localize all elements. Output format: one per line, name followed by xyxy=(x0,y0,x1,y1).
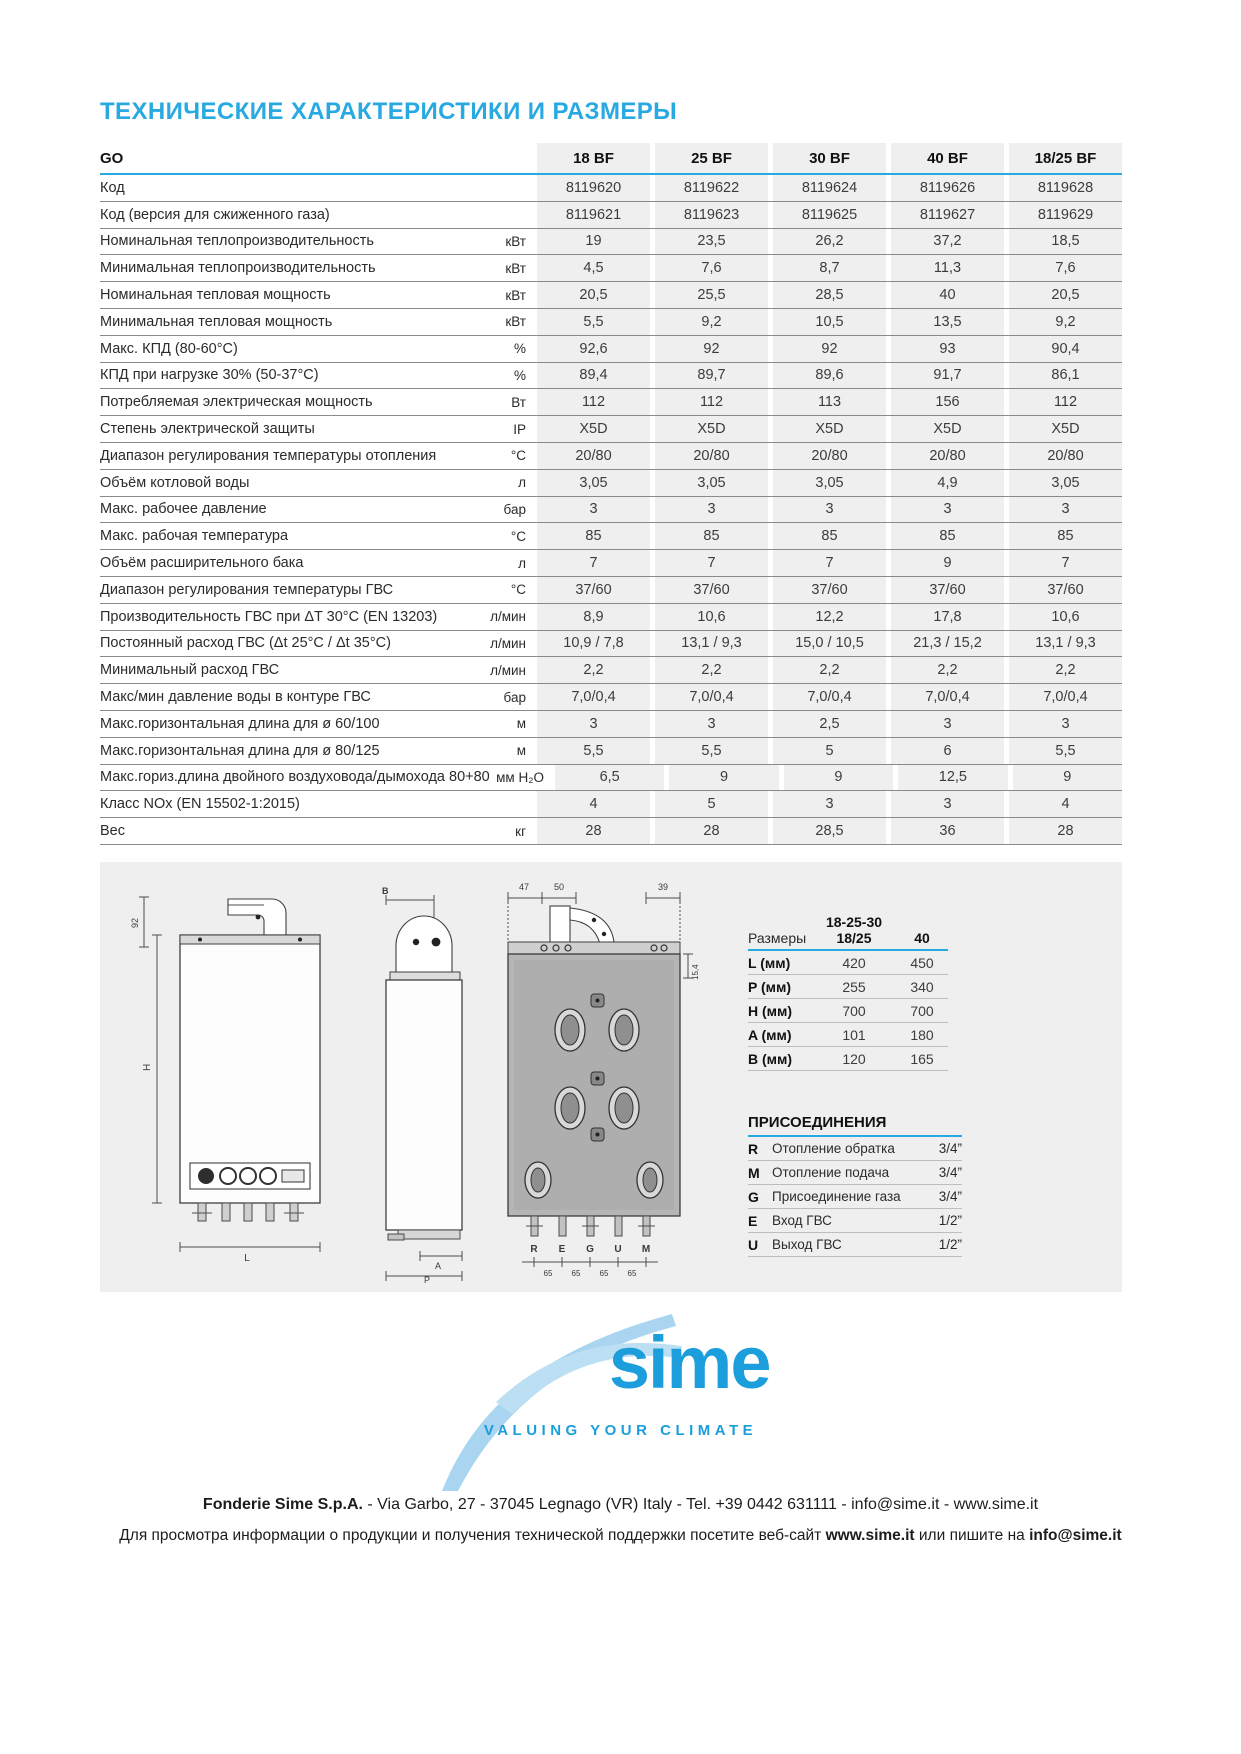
spec-value-cell: 7,6 xyxy=(655,255,768,281)
spec-row-label: Макс.горизонтальная длина для ø 60/100 xyxy=(100,715,380,732)
dimension-value-small-models: 255 xyxy=(842,978,866,995)
spec-value-cell: 8119621 xyxy=(537,202,650,228)
dimensions-table-body xyxy=(748,951,948,1071)
spec-value-cell: 90,4 xyxy=(1009,336,1122,362)
sime-tagline: VALUING YOUR CLIMATE xyxy=(483,1422,758,1439)
spec-row-label: Макс. рабочая температура xyxy=(100,528,289,545)
spec-value-cell: 11,3 xyxy=(891,255,1004,281)
spec-value-cell: 4,9 xyxy=(891,470,1004,496)
spec-row-label: Производительность ГВС при ΔT 30°C (EN 13203) xyxy=(100,608,438,625)
spec-value-cell: 20,5 xyxy=(537,282,650,308)
dimensions-table-row xyxy=(748,999,948,1023)
connections-table-body xyxy=(748,1137,962,1257)
spec-value-cell: 3 xyxy=(891,791,1004,817)
spec-row-label: Минимальная теплопроизводительность xyxy=(100,260,376,277)
spec-column-header: 30 BF xyxy=(773,143,886,173)
spec-value-cell: 4,5 xyxy=(537,255,650,281)
spec-value-cell: 17,8 xyxy=(891,604,1004,630)
spec-value-cell: X5D xyxy=(537,416,650,442)
spec-value-cell: 23,5 xyxy=(655,229,768,255)
spec-value-cell: 6,5 xyxy=(555,765,664,791)
spec-value-cell: 28,5 xyxy=(773,818,886,844)
spec-row-label: Номинальная тепловая мощность xyxy=(100,287,331,304)
spec-value-cell: 40 xyxy=(891,282,1004,308)
spec-table-row xyxy=(100,631,1122,658)
front-dim-L: L xyxy=(244,1253,250,1264)
connections-title: ПРИСОЕДИНЕНИЯ xyxy=(748,1114,962,1137)
boiler-side-view-drawing xyxy=(372,884,484,1284)
spec-value-cell: 85 xyxy=(537,523,650,549)
spec-row-unit: л xyxy=(518,475,526,491)
spec-value-cell: 37,2 xyxy=(891,229,1004,255)
spec-value-cell: 4 xyxy=(1009,791,1122,817)
spec-column-header: 18 BF xyxy=(537,143,650,173)
spec-value-cell: 36 xyxy=(891,818,1004,844)
spec-value-cell: 9,2 xyxy=(655,309,768,335)
drawings-band xyxy=(100,862,1122,1292)
spec-table-row xyxy=(100,791,1122,818)
spec-value-cell: 2,2 xyxy=(1009,657,1122,683)
rear-spacing-65: 65 xyxy=(571,1269,581,1278)
rear-dim-50: 50 xyxy=(553,882,565,892)
spec-row-unit: бар xyxy=(503,501,526,517)
footer-support-line xyxy=(0,1527,1241,1545)
spec-value-cell: 4 xyxy=(537,791,650,817)
spec-value-cell: 13,1 / 9,3 xyxy=(1009,631,1122,657)
spec-value-cell: 10,6 xyxy=(1009,604,1122,630)
spec-value-cell: 5 xyxy=(655,791,768,817)
spec-value-cell: 8119629 xyxy=(1009,202,1122,228)
spec-row-label: Макс. КПД (80-60°C) xyxy=(100,340,238,357)
side-dim-P: P xyxy=(423,1275,431,1284)
spec-value-cell: 7,0/0,4 xyxy=(891,684,1004,710)
rear-port-R: R xyxy=(530,1244,538,1255)
connection-size: 1/2” xyxy=(938,1237,962,1252)
spec-value-cell: 86,1 xyxy=(1009,363,1122,389)
spec-value-cell: 3 xyxy=(655,497,768,523)
spec-value-cell: 8119625 xyxy=(773,202,886,228)
spec-value-cell: 93 xyxy=(891,336,1004,362)
spec-table-row xyxy=(100,550,1122,577)
spec-row-label: Вес xyxy=(100,823,125,840)
spec-value-cell: 112 xyxy=(655,389,768,415)
dimension-value-small-models: 700 xyxy=(842,1002,866,1019)
spec-value-cell: 7,6 xyxy=(1009,255,1122,281)
spec-value-cell: 7,0/0,4 xyxy=(655,684,768,710)
spec-row-label: Код (версия для сжиженного газа) xyxy=(100,206,330,223)
dimension-label: P (мм) xyxy=(748,978,792,995)
spec-table-row xyxy=(100,363,1122,390)
spec-unit-header xyxy=(470,143,532,173)
spec-table-row xyxy=(100,470,1122,497)
spec-value-cell: 20/80 xyxy=(655,443,768,469)
spec-row-label: Минимальный расход ГВС xyxy=(100,662,280,679)
spec-value-cell: 5,5 xyxy=(655,738,768,764)
spec-value-cell: 3,05 xyxy=(537,470,650,496)
spec-value-cell: 13,1 / 9,3 xyxy=(655,631,768,657)
spec-value-cell: 5,5 xyxy=(1009,738,1122,764)
spec-row-unit: °C xyxy=(510,448,526,464)
spec-value-cell: 3 xyxy=(773,497,886,523)
spec-value-cell: 3 xyxy=(891,711,1004,737)
spec-value-cell: 3,05 xyxy=(1009,470,1122,496)
footer-support-text-1: Для просмотра информации о продукции и получения технической поддержки посетите веб-сайт xyxy=(119,1527,826,1544)
dimension-value-40-model: 700 xyxy=(910,1002,934,1019)
spec-row-unit: бар xyxy=(503,689,526,705)
spec-value-cell: 13,5 xyxy=(891,309,1004,335)
spec-table-row xyxy=(100,577,1122,604)
spec-value-cell: 20/80 xyxy=(773,443,886,469)
spec-row-unit: Вт xyxy=(511,394,526,410)
spec-value-cell: 8,7 xyxy=(773,255,886,281)
rear-port-G: G xyxy=(586,1244,594,1255)
side-dim-A: A xyxy=(434,1261,442,1271)
spec-table xyxy=(100,143,1122,845)
spec-value-cell: 37/60 xyxy=(1009,577,1122,603)
spec-row-unit xyxy=(470,791,532,817)
spec-value-cell: 37/60 xyxy=(655,577,768,603)
spec-row-label: Постоянный расход ГВС (Δt 25°C / Δt 35°C) xyxy=(100,635,391,652)
dimensions-table xyxy=(748,914,948,1071)
spec-row-label: Макс.гориз.длина двойного воздуховода/дымохода 80+80 xyxy=(100,769,490,786)
rear-port-U: U xyxy=(614,1244,622,1255)
spec-value-cell: 5 xyxy=(773,738,886,764)
dimension-value-40-model: 450 xyxy=(910,954,934,971)
dimensions-table-header xyxy=(748,914,948,951)
spec-value-cell: 8119623 xyxy=(655,202,768,228)
spec-value-cell: 89,7 xyxy=(655,363,768,389)
spec-value-cell: 20,5 xyxy=(1009,282,1122,308)
dimensions-table-row xyxy=(748,975,948,999)
spec-row-unit: мм H₂O xyxy=(496,769,544,785)
spec-table-row xyxy=(100,202,1122,229)
dimension-label: B (мм) xyxy=(748,1050,793,1067)
spec-value-cell: 91,7 xyxy=(891,363,1004,389)
dimensions-header-col1-line1: 18-25-30 xyxy=(825,914,883,930)
dimensions-header-label: Размеры xyxy=(748,930,807,947)
spec-value-cell: 7,0/0,4 xyxy=(773,684,886,710)
rear-port-M: M xyxy=(641,1244,651,1255)
spec-value-cell: 6 xyxy=(891,738,1004,764)
spec-row-unit: IP xyxy=(513,421,526,437)
rear-port-E: E xyxy=(558,1244,566,1255)
spec-value-cell: 7 xyxy=(537,550,650,576)
spec-value-cell: 9 xyxy=(1013,765,1122,791)
spec-column-header: 25 BF xyxy=(655,143,768,173)
sime-wordmark: sime xyxy=(608,1321,770,1404)
spec-row-unit: м xyxy=(516,716,526,732)
spec-value-cell: 8119626 xyxy=(891,175,1004,201)
dimension-value-40-model: 180 xyxy=(910,1026,934,1043)
spec-value-cell: 3 xyxy=(1009,497,1122,523)
spec-table-row xyxy=(100,229,1122,256)
spec-value-cell: 7 xyxy=(773,550,886,576)
side-dim-B: B xyxy=(382,886,389,896)
spec-row-label: Макс.горизонтальная длина для ø 80/125 xyxy=(100,742,380,759)
spec-value-cell: 19 xyxy=(537,229,650,255)
dimensions-header-col1-line2: 18/25 xyxy=(836,930,872,947)
spec-row-unit xyxy=(470,202,532,228)
spec-value-cell: 85 xyxy=(773,523,886,549)
spec-table-row xyxy=(100,389,1122,416)
spec-value-cell: 10,5 xyxy=(773,309,886,335)
spec-row-label: Макс/мин давление воды в контуре ГВС xyxy=(100,689,371,706)
spec-value-cell: 92,6 xyxy=(537,336,650,362)
spec-value-cell: 8119627 xyxy=(891,202,1004,228)
spec-value-cell: 9 xyxy=(784,765,893,791)
rear-dim-47: 47 xyxy=(518,882,530,892)
spec-value-cell: 28 xyxy=(1009,818,1122,844)
spec-row-label: Класс NOx (EN 15502-1:2015) xyxy=(100,796,300,813)
spec-value-cell: 112 xyxy=(1009,389,1122,415)
spec-series-label: GO xyxy=(100,149,124,167)
connection-label: Отопление подача xyxy=(772,1165,890,1180)
spec-value-cell: 7,0/0,4 xyxy=(1009,684,1122,710)
spec-value-cell: 28 xyxy=(537,818,650,844)
spec-value-cell: 2,2 xyxy=(537,657,650,683)
spec-table-row xyxy=(100,765,1122,792)
spec-row-unit: кВт xyxy=(505,314,526,330)
spec-value-cell: 2,2 xyxy=(891,657,1004,683)
spec-value-cell: 85 xyxy=(655,523,768,549)
dimension-value-40-model: 340 xyxy=(910,978,934,995)
spec-row-label: Потребляемая электрическая мощность xyxy=(100,394,373,411)
spec-table-row xyxy=(100,657,1122,684)
spec-row-label: Минимальная тепловая мощность xyxy=(100,313,333,330)
spec-row-unit: °C xyxy=(510,582,526,598)
connection-label: Вход ГВС xyxy=(772,1213,832,1228)
spec-row-unit: л/мин xyxy=(490,609,526,625)
dimension-value-small-models: 120 xyxy=(842,1050,866,1067)
spec-table-row xyxy=(100,309,1122,336)
dimension-label: H (мм) xyxy=(748,1002,793,1019)
spec-value-cell: 3 xyxy=(537,497,650,523)
connection-size: 3/4” xyxy=(938,1141,962,1156)
spec-table-row xyxy=(100,684,1122,711)
spec-row-unit: кВт xyxy=(505,260,526,276)
dimension-label: A (мм) xyxy=(748,1026,792,1043)
rear-dim-15-4: 15,4 xyxy=(691,964,700,980)
spec-value-cell: 28,5 xyxy=(773,282,886,308)
connections-table-row xyxy=(748,1161,962,1185)
connection-label: Выход ГВС xyxy=(772,1237,842,1252)
spec-value-cell: 9,2 xyxy=(1009,309,1122,335)
connection-size: 3/4” xyxy=(938,1165,962,1180)
spec-row-label: Код xyxy=(100,179,125,196)
spec-row-unit: л/мин xyxy=(490,662,526,678)
footer-address-line xyxy=(0,1496,1241,1514)
connection-size: 3/4” xyxy=(938,1189,962,1204)
footer-address-text: - Via Garbo, 27 - 37045 Legnago (VR) Italy - Tel. +39 0442 631111 - info@sime.it - www.sime.it xyxy=(362,1496,1039,1513)
spec-value-cell: 85 xyxy=(891,523,1004,549)
spec-row-unit: °C xyxy=(510,528,526,544)
page-title: ТЕХНИЧЕСКИЕ ХАРАКТЕРИСТИКИ И РАЗМЕРЫ xyxy=(100,98,678,125)
connections-table-row xyxy=(748,1137,962,1161)
spec-table-row xyxy=(100,523,1122,550)
spec-row-label: Объём котловой воды xyxy=(100,474,250,491)
spec-value-cell: 89,4 xyxy=(537,363,650,389)
spec-value-cell: 7 xyxy=(655,550,768,576)
spec-row-label: Диапазон регулирования температуры ГВС xyxy=(100,581,394,598)
dimensions-table-row xyxy=(748,1023,948,1047)
spec-value-cell: 2,5 xyxy=(773,711,886,737)
boiler-front-view-drawing xyxy=(130,887,365,1279)
spec-value-cell: 12,2 xyxy=(773,604,886,630)
spec-value-cell: 25,5 xyxy=(655,282,768,308)
spec-value-cell: 7,0/0,4 xyxy=(537,684,650,710)
connection-code: U xyxy=(748,1236,759,1253)
spec-row-label: Степень электрической защиты xyxy=(100,421,315,438)
connection-code: G xyxy=(748,1188,759,1205)
spec-value-cell: 12,5 xyxy=(898,765,1007,791)
spec-table-row xyxy=(100,443,1122,470)
spec-value-cell: 10,9 / 7,8 xyxy=(537,631,650,657)
footer-company-name: Fonderie Sime S.p.A. xyxy=(202,1496,363,1513)
spec-table-row xyxy=(100,282,1122,309)
spec-value-cell: 18,5 xyxy=(1009,229,1122,255)
spec-row-label: Макс. рабочее давление xyxy=(100,501,267,518)
spec-value-cell: X5D xyxy=(891,416,1004,442)
spec-table-row xyxy=(100,336,1122,363)
spec-value-cell: 8119628 xyxy=(1009,175,1122,201)
connections-table-row xyxy=(748,1185,962,1209)
spec-value-cell: 8,9 xyxy=(537,604,650,630)
spec-row-unit: кВт xyxy=(505,233,526,249)
spec-table-body xyxy=(100,175,1122,845)
spec-row-unit: % xyxy=(513,341,526,357)
rear-spacing-65: 65 xyxy=(599,1269,609,1278)
connections-table xyxy=(748,1114,962,1257)
spec-value-cell: 8119620 xyxy=(537,175,650,201)
spec-value-cell: 3,05 xyxy=(655,470,768,496)
connection-label: Отопление обратка xyxy=(772,1141,895,1156)
connection-label: Присоединение газа xyxy=(772,1189,901,1204)
connection-code: M xyxy=(748,1164,760,1181)
dimension-value-small-models: 101 xyxy=(842,1026,866,1043)
spec-value-cell: 26,2 xyxy=(773,229,886,255)
spec-table-row xyxy=(100,497,1122,524)
dimensions-header-col1 xyxy=(812,914,896,946)
spec-column-header: 40 BF xyxy=(891,143,1004,173)
spec-value-cell: 3 xyxy=(537,711,650,737)
spec-table-row xyxy=(100,711,1122,738)
spec-value-cell: 8119622 xyxy=(655,175,768,201)
spec-value-cell: 3 xyxy=(773,791,886,817)
spec-value-cell: 3 xyxy=(1009,711,1122,737)
spec-value-cell: 9 xyxy=(669,765,778,791)
spec-row-unit: м xyxy=(516,743,526,759)
spec-row-unit: л/мин xyxy=(490,635,526,651)
spec-value-cell: 3 xyxy=(891,497,1004,523)
spec-row-unit xyxy=(470,175,532,201)
dimension-value-small-models: 420 xyxy=(842,954,866,971)
rear-dim-39: 39 xyxy=(657,882,669,892)
spec-value-cell: 7 xyxy=(1009,550,1122,576)
dimensions-table-row xyxy=(748,1047,948,1071)
spec-table-row xyxy=(100,604,1122,631)
spec-value-cell: 92 xyxy=(655,336,768,362)
spec-value-cell: 8119624 xyxy=(773,175,886,201)
spec-row-unit: кг xyxy=(515,823,526,839)
spec-value-cell: 15,0 / 10,5 xyxy=(773,631,886,657)
footer-email: info@sime.it xyxy=(1029,1527,1122,1544)
spec-value-cell: 20/80 xyxy=(1009,443,1122,469)
spec-row-unit: % xyxy=(513,367,526,383)
dimension-label: L (мм) xyxy=(748,954,791,971)
footer-website: www.sime.it xyxy=(825,1527,915,1544)
spec-value-cell: 2,2 xyxy=(655,657,768,683)
spec-value-cell: X5D xyxy=(655,416,768,442)
sime-logo-inner xyxy=(456,1318,786,1468)
spec-value-cell: 112 xyxy=(537,389,650,415)
spec-table-header-row xyxy=(100,143,1122,175)
spec-row-unit: л xyxy=(518,555,526,571)
spec-table-row xyxy=(100,175,1122,202)
spec-value-cell: 37/60 xyxy=(773,577,886,603)
spec-value-cell: 3 xyxy=(655,711,768,737)
spec-column-header: 18/25 BF xyxy=(1009,143,1122,173)
rear-spacing-65: 65 xyxy=(543,1269,553,1278)
spec-row-unit: кВт xyxy=(505,287,526,303)
spec-row-label: Номинальная теплопроизводительность xyxy=(100,233,374,250)
footer-support-text-2: или пишите на xyxy=(914,1527,1030,1544)
boiler-rear-view-drawing xyxy=(498,880,702,1288)
spec-value-cell: 92 xyxy=(773,336,886,362)
spec-value-cell: 113 xyxy=(773,389,886,415)
connections-table-row xyxy=(748,1209,962,1233)
connection-size: 1/2” xyxy=(938,1213,962,1228)
spec-value-cell: 85 xyxy=(1009,523,1122,549)
spec-row-label: Объём расширительного бака xyxy=(100,555,304,572)
sime-logo xyxy=(0,1318,1241,1473)
spec-value-cell: X5D xyxy=(773,416,886,442)
spec-table-row xyxy=(100,416,1122,443)
dimensions-header-col2: 40 xyxy=(914,930,930,947)
rear-spacing-65: 65 xyxy=(627,1269,637,1278)
spec-value-cell: 2,2 xyxy=(773,657,886,683)
connections-table-row xyxy=(748,1233,962,1257)
spec-value-cell: 20/80 xyxy=(537,443,650,469)
connection-code: R xyxy=(748,1140,759,1157)
connection-code: E xyxy=(748,1212,758,1229)
spec-value-cell: 20/80 xyxy=(891,443,1004,469)
spec-value-cell: 28 xyxy=(655,818,768,844)
spec-table-row xyxy=(100,818,1122,845)
spec-value-cell: 89,6 xyxy=(773,363,886,389)
spec-table-row xyxy=(100,255,1122,282)
spec-value-cell: 37/60 xyxy=(891,577,1004,603)
spec-table-row xyxy=(100,738,1122,765)
front-dim-H: H xyxy=(142,1063,153,1071)
spec-value-cell: 156 xyxy=(891,389,1004,415)
spec-value-cell: 5,5 xyxy=(537,738,650,764)
spec-value-cell: 37/60 xyxy=(537,577,650,603)
spec-value-cell: 9 xyxy=(891,550,1004,576)
dimensions-table-row xyxy=(748,951,948,975)
spec-row-label: Диапазон регулирования температуры отопления xyxy=(100,447,437,464)
spec-value-cell: 5,5 xyxy=(537,309,650,335)
dimension-value-40-model: 165 xyxy=(910,1050,934,1067)
spec-value-cell: 21,3 / 15,2 xyxy=(891,631,1004,657)
spec-row-label: КПД при нагрузке 30% (50-37°C) xyxy=(100,367,319,384)
front-dim-92: 92 xyxy=(130,917,140,928)
spec-value-cell: 3,05 xyxy=(773,470,886,496)
spec-value-cell: X5D xyxy=(1009,416,1122,442)
spec-value-cell: 10,6 xyxy=(655,604,768,630)
